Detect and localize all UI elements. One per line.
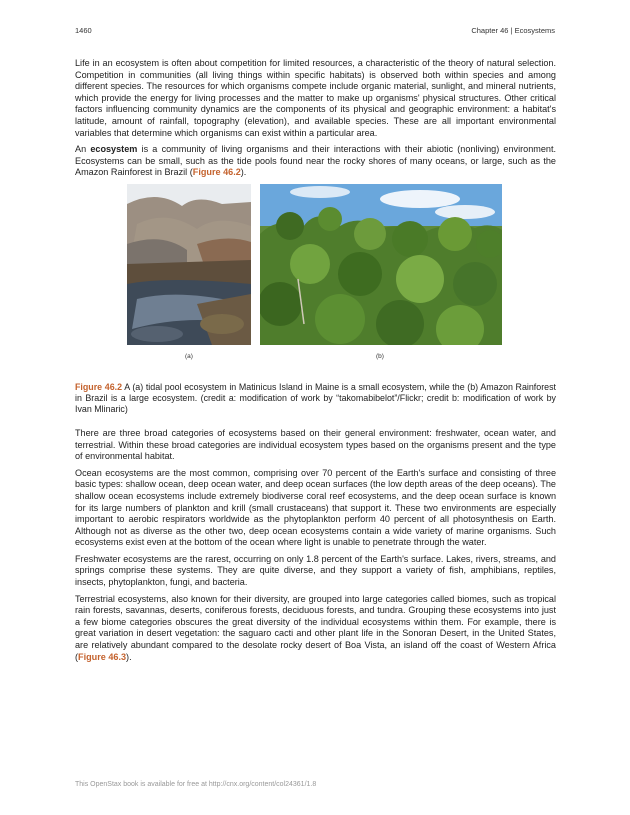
figure-46-2 <box>75 184 556 380</box>
subfigure-label-b: (b) <box>376 352 384 360</box>
paragraph-terrestrial-ecosystems: Terrestrial ecosystems, also known for their diversity, are grouped into large categories called biomes, such as tropical rain forests, savannas, deserts, coniferous forests, deciduous forests, and tundra. Grouping these ecosystems into just a few biome categories obscures the great diversity of the individual ecosystems within them. For example, there is great variation in desert vegetation: the saguaro cacti and other plant life in the Sonoran Desert, in the United States, are relatively abundant compared to the desolate rocky desert of Boa Vista, an island off the coast of Western Africa (Figure 46.3). <box>75 593 556 662</box>
term-ecosystem: ecosystem <box>90 144 138 155</box>
figure-caption: Figure 46.2 A (a) tidal pool ecosystem in Matinicus Island in Maine is a small ecosystem, while the (b) Amazon Rainforest in Brazil is a large ecosystem. (credit a: modification of work by “takomabibelot”/Flickr; credit b: modification of work by Ivan Mlinaric) <box>75 381 556 414</box>
subfigure-label-a: (a) <box>185 352 193 360</box>
paragraph-three-categories: There are three broad categories of ecosystems based on their general environment: freshwater, ocean water, and terrestrial. Within these broad categories are individual ecosystem types based on the organisms present and the type of environmental habitat. <box>75 427 556 462</box>
chapter-title: Chapter 46 | Ecosystems <box>471 26 555 35</box>
caption-label: Figure 46.2 <box>75 381 123 392</box>
page-footer: This OpenStax book is available for free at http://cnx.org/content/col24361/1.8 <box>75 781 317 788</box>
page-header <box>75 26 555 38</box>
page-number: 1460 <box>75 26 92 35</box>
figure-link-46-2[interactable]: Figure 46.2 <box>192 167 241 178</box>
tidal-pool-photo <box>127 184 251 345</box>
paragraph-ocean-ecosystems: Ocean ecosystems are the most common, comprising over 70 percent of the Earth's surface and consisting of three basic types: shallow ocean, deep ocean water, and deep ocean surfaces (the low depth areas of the deep oceans). The shallow ocean ecosystems include extremely biodiverse coral reef ecosystems, and the deep ocean surface is known for its large numbers of plankton and krill (small crustaceans) that support it. These two environments are especially important to aerobic respirators worldwide as the phytoplankton perform 40 percent of all photosynthesis on Earth. Although not as diverse as the other two, deep ocean ecosystems contain a wide variety of marine organisms. Such ecosystems exist even at the bottom of the ocean where light is unable to penetrate through the water. <box>75 467 556 548</box>
figure-link-46-3[interactable]: Figure 46.3 <box>78 651 127 662</box>
paragraph-competition: Life in an ecosystem is often about competition for limited resources, a characteristic of the theory of natural selection. Competition in communities (all living things within specific habitats) is observed both within species and among different species. The resources for which organisms compete include organic material, sunlight, and mineral nutrients, which provide the energy for living processes and the matter to make up organisms' physical structures. Other critical factors influencing community dynamics are the components of its physical and geographic environment: a habitat's latitude, amount of rainfall, topography (elevation), and available species. These are all important environmental variables that determine which organisms can exist within a particular area. <box>75 58 556 138</box>
page-body <box>75 58 556 668</box>
amazon-rainforest-photo <box>260 184 502 345</box>
paragraph-ecosystem-definition: An ecosystem is a community of living organisms and their interactions with their abiotic (nonliving) environment. Ecosystems can be small, such as the tide pools found near the rocky shores of many oceans, or large, such as the Amazon Rainforest in Brazil (Figure 46.2). <box>75 144 556 178</box>
paragraph-freshwater-ecosystems: Freshwater ecosystems are the rarest, occurring on only 1.8 percent of the Earth's surface. Lakes, rivers, streams, and springs comprise these systems. They are quite diverse, and they support a variety of fish, amphibians, reptiles, insects, phytoplankton, fungi, and bacteria. <box>75 553 556 588</box>
